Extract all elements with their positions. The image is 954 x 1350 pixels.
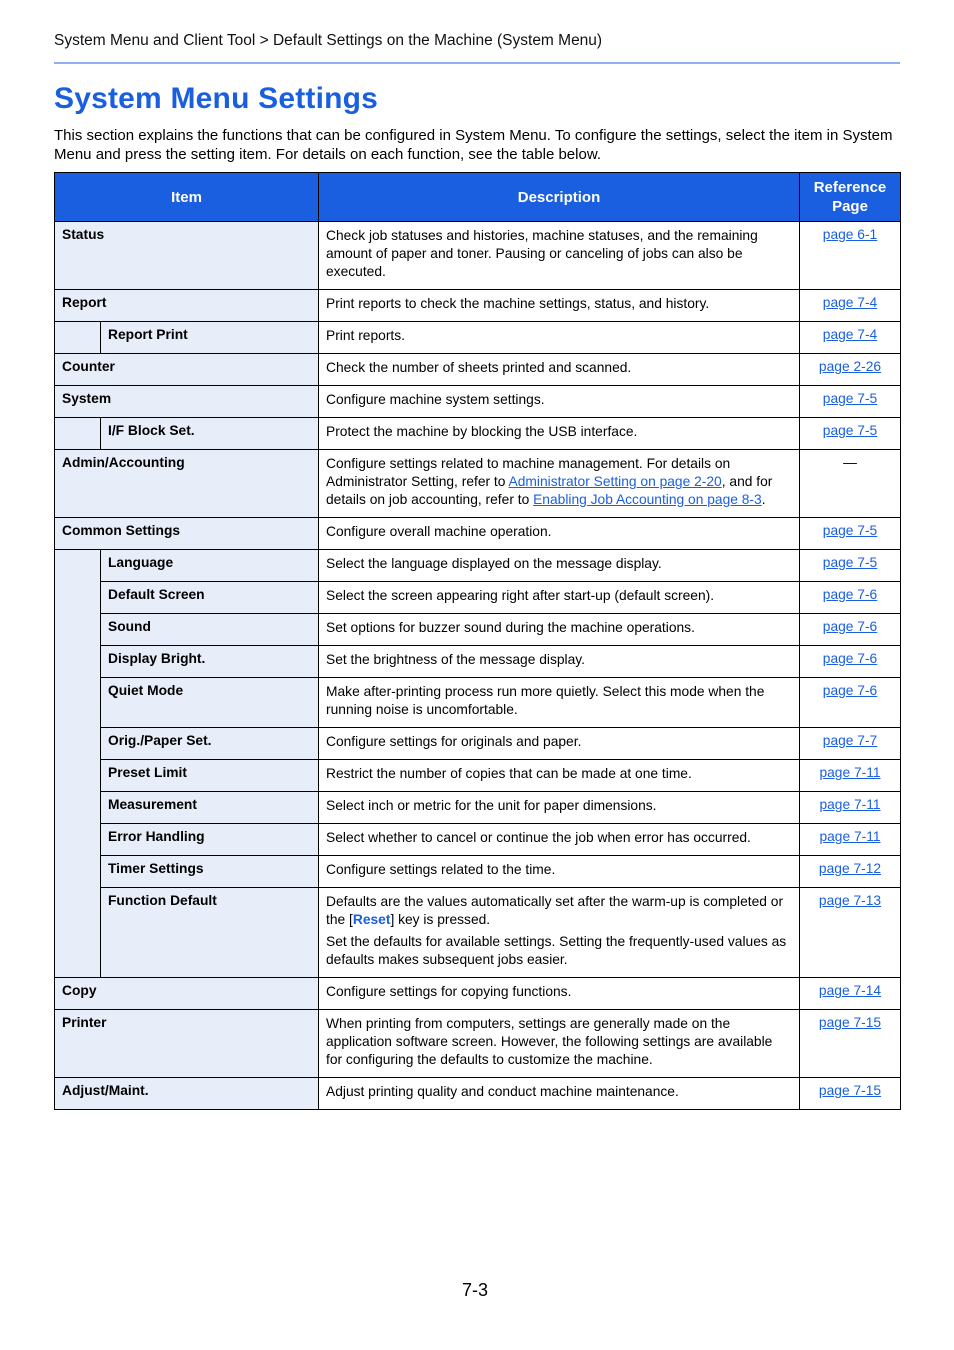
table-row: [55, 978, 901, 1010]
item-orig-paper: Orig./Paper Set.: [101, 728, 319, 760]
reference-link-report[interactable]: page 7-4: [822, 295, 878, 310]
table-row: [55, 582, 901, 614]
indent-spacer: [55, 792, 101, 824]
table-row: [55, 322, 901, 354]
item-quiet-mode: Quiet Mode: [101, 678, 319, 728]
page-title: System Menu Settings: [54, 82, 379, 115]
reference-link-language[interactable]: page 7-5: [822, 555, 878, 570]
description-text: Defaults are the values automatically set after the warm-up is completed or the [: [326, 894, 784, 927]
item-copy: Copy: [55, 978, 319, 1010]
description-paragraph: [326, 893, 792, 929]
description-text: , and for details on job accounting, refer to: [326, 474, 773, 507]
description-adjust-maint: Adjust printing quality and conduct machine maintenance.: [319, 1078, 800, 1110]
item-measurement: Measurement: [101, 792, 319, 824]
reference-link-error-handling[interactable]: page 7-11: [819, 829, 881, 844]
description-sound: Set options for buzzer sound during the machine operations.: [319, 614, 800, 646]
table-row: [55, 354, 901, 386]
item-timer-settings: Timer Settings: [101, 856, 319, 888]
item-if-block: I/F Block Set.: [101, 418, 319, 450]
reference-link-status[interactable]: page 6-1: [822, 227, 878, 242]
column-header-item: Item: [55, 173, 319, 222]
table-row: [55, 450, 901, 518]
table-row: [55, 1078, 901, 1110]
item-counter: Counter: [55, 354, 319, 386]
indent-spacer: [55, 678, 101, 728]
item-admin-accounting: Admin/Accounting: [55, 450, 319, 518]
description-report-print: Print reports.: [319, 322, 800, 354]
indent-spacer: [55, 418, 101, 450]
breadcrumb: System Menu and Client Tool > Default Settings on the Machine (System Menu): [54, 32, 603, 49]
table-row: [55, 824, 901, 856]
reference-link-if-block[interactable]: page 7-5: [822, 423, 878, 438]
description-timer-settings: Configure settings related to the time.: [319, 856, 800, 888]
reference-link-adjust-maint[interactable]: page 7-15: [818, 1083, 882, 1098]
table-row: [55, 888, 901, 978]
indent-spacer: [55, 856, 101, 888]
item-error-handling: Error Handling: [101, 824, 319, 856]
table-row: [55, 386, 901, 418]
item-status: Status: [55, 222, 319, 290]
item-function-default: Function Default: [101, 888, 319, 978]
table-row: [55, 856, 901, 888]
item-common-settings: Common Settings: [55, 518, 319, 550]
reference-link-quiet-mode[interactable]: page 7-6: [822, 683, 878, 698]
description-measurement: Select inch or metric for the unit for paper dimensions.: [319, 792, 800, 824]
description-text: .: [761, 492, 766, 507]
intro-paragraph: This section explains the functions that can be configured in System Menu. To configure the settings, select the item in System Menu and press the setting item. For details on each function, see the table below.: [54, 127, 893, 163]
description-quiet-mode: Make after-printing process run more quietly. Select this mode when the running noise is uncomfortable.: [319, 678, 800, 728]
column-header-description: Description: [319, 173, 800, 222]
reference-link-common-settings[interactable]: page 7-5: [822, 523, 878, 538]
table-row: [55, 614, 901, 646]
page-number: 7-3: [462, 1280, 489, 1300]
description-display-bright: Set the brightness of the message display.: [319, 646, 800, 678]
administrator-setting-link[interactable]: Administrator Setting on page 2-20: [508, 474, 722, 489]
indent-spacer: [55, 824, 101, 856]
description-function-default: [319, 888, 800, 978]
table-row: [55, 222, 901, 290]
reference-link-printer[interactable]: page 7-15: [818, 1015, 882, 1030]
reference-link-timer-settings[interactable]: page 7-12: [818, 861, 882, 876]
indent-spacer: [55, 646, 101, 678]
table-header-row: [55, 173, 901, 222]
description-admin-accounting: [319, 450, 800, 518]
description-copy: Configure settings for copying functions.: [319, 978, 800, 1010]
description-status: Check job statuses and histories, machine statuses, and the remaining amount of paper and toner. Pausing or canceling of jobs can also be executed.: [319, 222, 800, 290]
description-system: Configure machine system settings.: [319, 386, 800, 418]
table-row: [55, 678, 901, 728]
description-error-handling: Select whether to cancel or continue the job when error has occurred.: [319, 824, 800, 856]
reference-none: —: [843, 455, 857, 470]
table-row: [55, 550, 901, 582]
description-preset-limit: Restrict the number of copies that can be made at one time.: [319, 760, 800, 792]
reference-link-orig-paper[interactable]: page 7-7: [822, 733, 878, 748]
column-header-reference: Reference Page: [800, 173, 901, 222]
description-printer: When printing from computers, settings are generally made on the application software screen. However, the following settings are available for configuring the defaults to customize the machine.: [319, 1010, 800, 1078]
reference-link-preset-limit[interactable]: page 7-11: [819, 765, 881, 780]
header-divider: [54, 62, 900, 64]
job-accounting-link[interactable]: Enabling Job Accounting on page 8-3: [533, 492, 762, 507]
description-text: Configure settings related to machine management. For details on Administrator Setting, refer to: [326, 456, 731, 489]
settings-table: [54, 172, 901, 1110]
description-if-block: Protect the machine by blocking the USB interface.: [319, 418, 800, 450]
item-printer: Printer: [55, 1010, 319, 1078]
table-row: [55, 646, 901, 678]
item-display-bright: Display Bright.: [101, 646, 319, 678]
reference-link-copy[interactable]: page 7-14: [818, 983, 882, 998]
indent-spacer: [55, 614, 101, 646]
table-row: [55, 290, 901, 322]
reference-link-default-screen[interactable]: page 7-6: [822, 587, 878, 602]
reference-link-counter[interactable]: page 2-26: [818, 359, 882, 374]
item-sound: Sound: [101, 614, 319, 646]
item-default-screen: Default Screen: [101, 582, 319, 614]
description-counter: Check the number of sheets printed and scanned.: [319, 354, 800, 386]
indent-spacer: [55, 888, 101, 978]
indent-spacer: [55, 728, 101, 760]
reference-link-display-bright[interactable]: page 7-6: [822, 651, 878, 666]
indent-spacer: [55, 760, 101, 792]
reference-link-sound[interactable]: page 7-6: [822, 619, 878, 634]
indent-spacer: [55, 322, 101, 354]
reference-link-function-default[interactable]: page 7-13: [818, 893, 882, 908]
item-report: Report: [55, 290, 319, 322]
table-row: [55, 418, 901, 450]
reset-key-label: Reset: [352, 912, 391, 927]
description-text: ] key is pressed.: [390, 912, 491, 927]
indent-spacer: [55, 582, 101, 614]
reference-link-measurement[interactable]: page 7-11: [819, 797, 881, 812]
description-language: Select the language displayed on the message display.: [319, 550, 800, 582]
table-row: [55, 518, 901, 550]
description-default-screen: Select the screen appearing right after start-up (default screen).: [319, 582, 800, 614]
reference-link-system[interactable]: page 7-5: [822, 391, 878, 406]
table-row: [55, 792, 901, 824]
item-report-print: Report Print: [101, 322, 319, 354]
table-row: [55, 728, 901, 760]
item-language: Language: [101, 550, 319, 582]
reference-link-report-print[interactable]: page 7-4: [822, 327, 878, 342]
item-preset-limit: Preset Limit: [101, 760, 319, 792]
description-common-settings: Configure overall machine operation.: [319, 518, 800, 550]
table-row: [55, 760, 901, 792]
description-paragraph: Set the defaults for available settings. Setting the frequently-used values as defaults makes subsequent jobs easier.: [326, 934, 787, 967]
indent-spacer: [55, 550, 101, 582]
item-adjust-maint: Adjust/Maint.: [55, 1078, 319, 1110]
item-system: System: [55, 386, 319, 418]
description-report: Print reports to check the machine settings, status, and history.: [319, 290, 800, 322]
description-orig-paper: Configure settings for originals and paper.: [319, 728, 800, 760]
table-row: [55, 1010, 901, 1078]
